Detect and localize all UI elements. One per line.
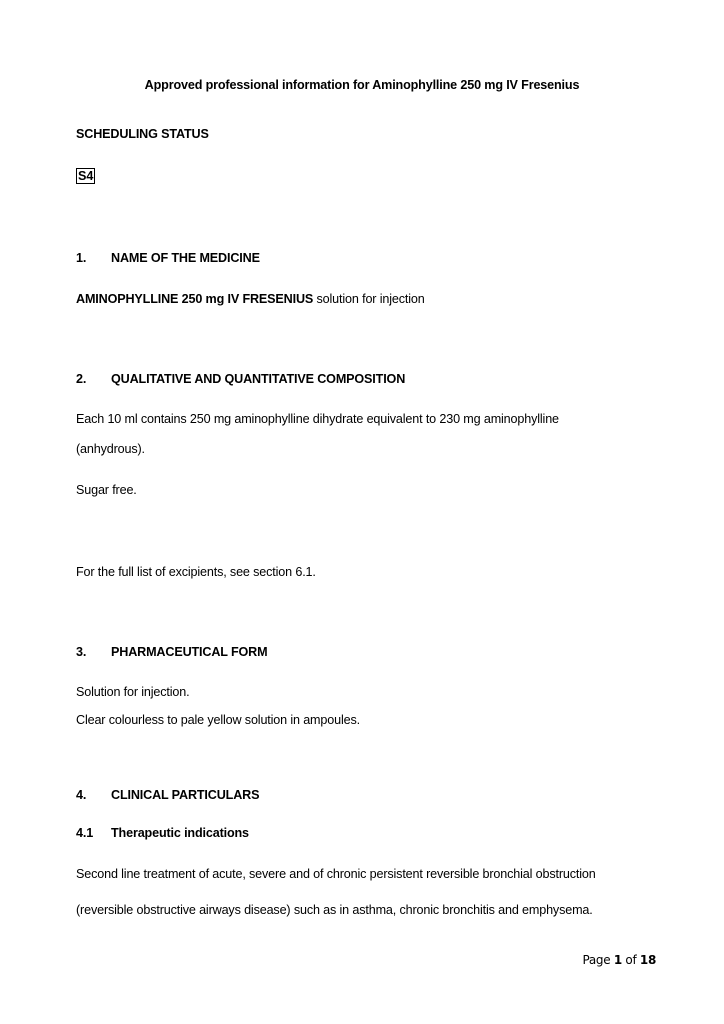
page-number-total: 18 <box>639 953 656 967</box>
page-number-prefix: Page <box>582 953 614 967</box>
section-3-number: 3. <box>76 645 87 659</box>
composition-line-1: Each 10 ml contains 250 mg aminophylline dihydrate equivalent to 230 mg aminophylline <box>76 412 559 426</box>
form-line-2: Clear colourless to pale yellow solution in ampoules. <box>76 713 360 727</box>
page-number-current: 1 <box>613 953 622 967</box>
page-number <box>582 953 656 967</box>
subsection-4-1-number: 4.1 <box>76 826 94 840</box>
section-1-heading: NAME OF THE MEDICINE <box>111 251 260 265</box>
form-line-1: Solution for injection. <box>76 685 190 699</box>
page-number-of: of <box>621 953 640 967</box>
composition-sugar-free: Sugar free. <box>76 483 137 497</box>
medicine-name-rest: solution for injection <box>313 292 425 306</box>
composition-line-2: (anhydrous). <box>76 442 145 456</box>
subsection-4-1-heading: Therapeutic indications <box>111 826 249 840</box>
section-3-heading: PHARMACEUTICAL FORM <box>111 645 268 659</box>
composition-excipients-note: For the full list of excipients, see section 6.1. <box>76 565 316 579</box>
indications-line-1: Second line treatment of acute, severe and of chronic persistent reversible bronchial obstruction <box>76 867 596 881</box>
medicine-name-line <box>76 292 425 307</box>
indications-line-2: (reversible obstructive airways disease) such as in asthma, chronic bronchitis and emphysema. <box>76 903 593 917</box>
document-title: Approved professional information for Aminophylline 250 mg IV Fresenius <box>144 78 580 92</box>
schedule-badge: S4 <box>78 169 94 183</box>
section-4-heading: CLINICAL PARTICULARS <box>111 788 260 802</box>
section-2-heading: QUALITATIVE AND QUANTITATIVE COMPOSITION <box>111 372 406 386</box>
medicine-name-bold: AMINOPHYLLINE 250 mg IV FRESENIUS <box>76 292 314 306</box>
scheduling-status-heading: SCHEDULING STATUS <box>76 127 209 141</box>
section-4-number: 4. <box>76 788 87 802</box>
section-2-number: 2. <box>76 372 87 386</box>
section-1-number: 1. <box>76 251 87 265</box>
